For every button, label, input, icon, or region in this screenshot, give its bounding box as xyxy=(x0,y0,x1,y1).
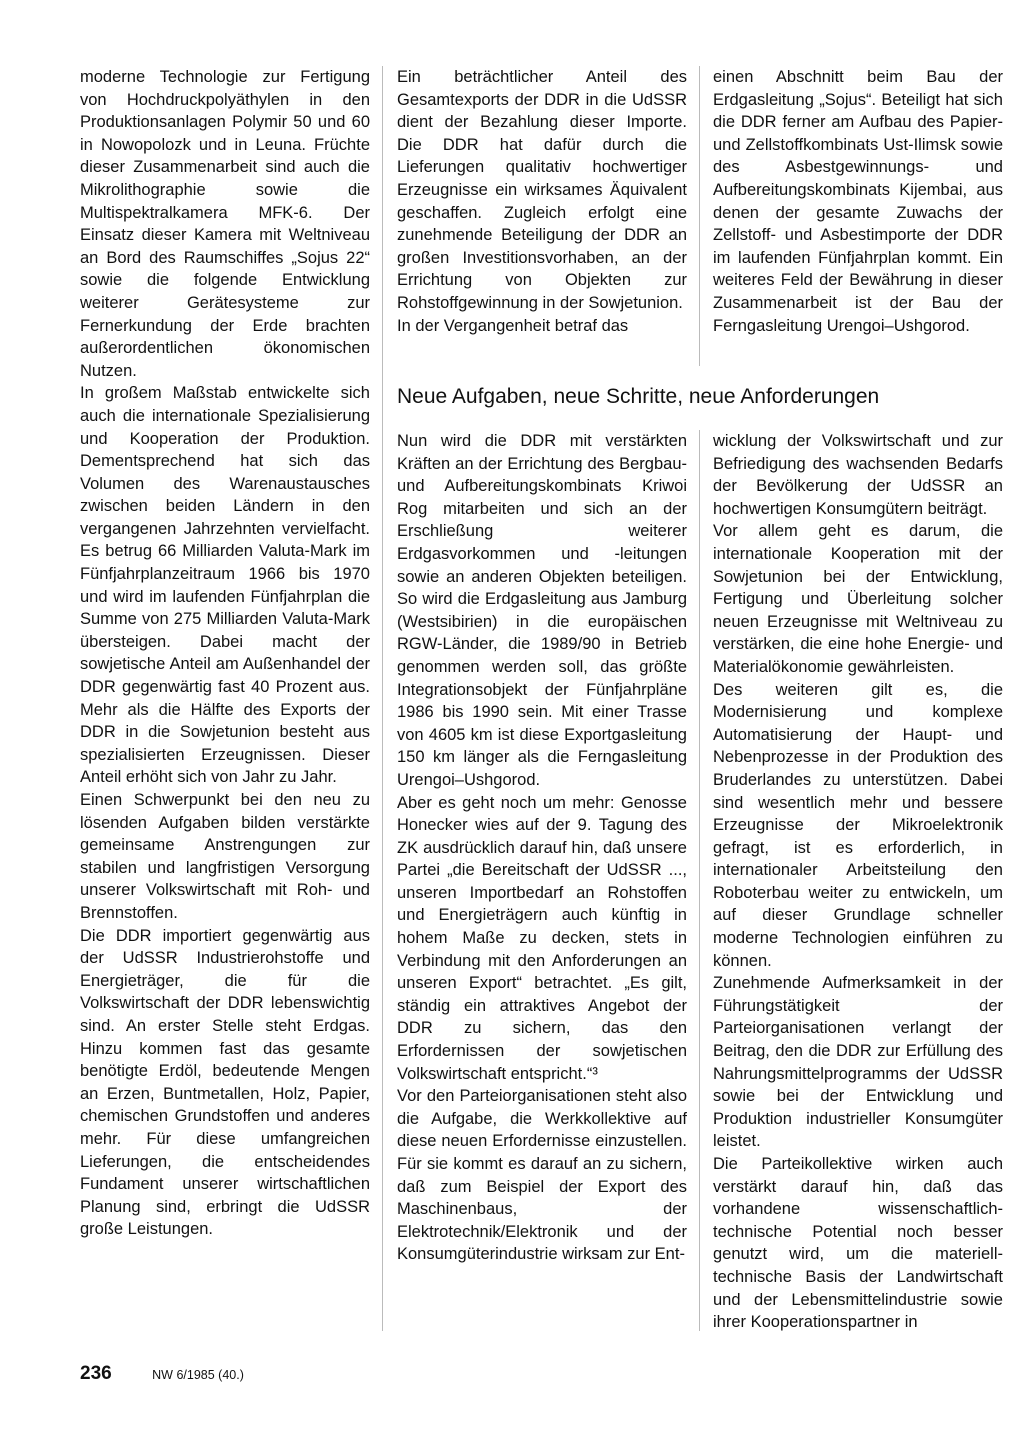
paragraph: Vor allem geht es darum, die internationale Kooperation mit der Sowjetunion bei der Entwicklung, Fertigung und Überleitung solcher neuen Erzeugnisse mit Weltniveau zu verstärken, die eine hohe Energie- und Materialökonomie gewährleisten. xyxy=(713,522,1003,676)
paragraph: Des weiteren gilt es, die Modernisierung und komplexe Automatisierung der Haupt- und Nebenprozesse in der Produktion des Bruderlandes zu unterstützen. Dabei sind wesentlich mehr und bessere Erzeugnisse der Mikroelektronik gefragt, ist es erforderlich, in internationaler Arbeitsteilung den Roboterbau weiter zu entwickeln, um auf dieser Grundlage schneller moderne Technologien einführen zu können. xyxy=(713,680,1003,970)
paragraph: Zunehmende Aufmerksamkeit in der Führungstätigkeit der Parteiorganisationen verlangt der Beitrag, den die DDR zur Erfüllung des Nahrungsmittelprogramms der UdSSR sowie bei der Entwicklung und Produktion industrieller Konsumgüter leistet. xyxy=(713,974,1003,1151)
paragraph: Nun wird die DDR mit verstärkten Kräften an der Errichtung des Bergbau- und Aufbereitungskombinats Kriwoi Rog mitarbeiten und sich an der Erschließung weiterer Erdgasvorkommen und -leitungen sowie an anderen Objekten beteiligen. So wird die Erdgasleitung aus Jamburg (Westsibirien) in die europäischen RGW-Länder, die 1989/90 in Betrieb genommen werden soll, das größte Integrationsobjekt der Fünfjahrpläne 1986 bis 1990 sein. Mit einer Trasse von 4605 km ist diese Exportgasleitung 150 km länger als die Ferngasleitung Urengoi–Ushgorod. xyxy=(397,432,687,789)
paragraph: Die Parteikollektive wirken auch verstärkt darauf hin, daß das vorhandene wissenschaftlich-technische Potential noch besser genutzt wird, um die materiell-technische Basis der Landwirtschaft und der Lebensmittelindustrie sowie ihrer Kooperationspartner in xyxy=(713,1155,1003,1332)
column-middle-bottom xyxy=(397,430,687,1266)
column-right-bottom xyxy=(713,430,1003,1334)
paragraph: Aber es geht noch um mehr: Genosse Honecker wies auf der 9. Tagung des ZK ausdrücklich darauf hin, daß unsere Partei „die Bereitschaft der UdSSR ..., unseren Importbedarf an Rohstoffen und Energieträgern auch künftig in hohem Maße zu decken, stets in Verbindung mit den Anforderungen an unseren Export“ betrachtet. „Es gilt, ständig ein attraktives Angebot der DDR zu sichern, das den Erfordernissen der sowjetischen Volkswirtschaft entspricht.“³ xyxy=(397,793,687,1083)
paragraph: In großem Maßstab entwickelte sich auch die internationale Spezialisierung und Kooperation der Produktion. Dementsprechend hat sich das Volumen des Warenaustausches zwischen beiden Ländern in den vergangenen Jahrzehnten vervielfacht. Es betrug 66 Milliarden Valuta-Mark im Fünfjahrplanzeitraum 1966 bis 1970 und wird im laufenden Fünfjahrplan die Summe von 275 Milliarden Valuta-Mark übersteigen. Dabei macht der sowjetische Anteil am Außenhandel der DDR gegenwärtig fast 40 Prozent aus. Mehr als die Hälfte des Exports der DDR in die Sowjetunion besteht aus spezialisierten Erzeugnissen. Dieser Anteil erhöht sich von Jahr zu Jahr. xyxy=(80,384,370,787)
paragraph: einen Abschnitt beim Bau der Erdgasleitung „Sojus“. Beteiligt hat sich die DDR ferner am Aufbau des Papier- und Zellstoffkombinats Ust-Ilimsk sowie des Asbestgewinnungs- und Aufbereitungskombinats Kijembai, aus denen der gesamte Zuwachs der Zellstoff- und Asbestimporte der DDR im laufenden Fünfjahrplan kommt. Ein weiteres Feld der Bewährung in dieser Zusammenarbeit ist der Bau der Ferngasleitung Urengoi–Ushgorod. xyxy=(713,68,1003,335)
paragraph: wicklung der Volkswirtschaft und zur Befriedigung des wachsenden Bedarfs der Bevölkerung der UdSSR an hochwertigen Konsumgütern beiträgt. xyxy=(713,432,1003,518)
column-left xyxy=(80,66,370,1241)
paragraph: Einen Schwerpunkt bei den neu zu lösenden Aufgaben bilden verstärkte gemeinsame Anstrengungen zur stabilen und langfristigen Versorgung unserer Volkswirtschaft mit Roh- und Brennstoffen. xyxy=(80,791,370,922)
paragraph: Die DDR importiert gegenwärtig aus der UdSSR Industrierohstoffe und Energieträger, die für die Volkswirtschaft der DDR lebenswichtig sind. An erster Stelle steht Erdgas. Hinzu kommen fast das gesamte benötigte Erdöl, bedeutende Mengen an Erzen, Buntmetallen, Holz, Papier, chemischen Grundstoffen und anderes mehr. Für diese umfangreichen Lieferungen, die entscheidendes Fundament unserer wirtschaftlichen Planung sind, erbringt die UdSSR große Leistungen. xyxy=(80,926,370,1239)
column-right-top xyxy=(713,66,1003,337)
paragraph: Ein beträchtlicher Anteil des Gesamtexports der DDR in die UdSSR dient der Bezahlung dieser Importe. Die DDR hat dafür durch die Lieferungen qualitativ hochwertiger Erzeugnisse ein wirksames Äquivalent geschaffen. Zugleich erfolgt eine zunehmende Beteiligung der DDR an großen Investitionsvorhaben, an der Errichtung von Objekten zur Rohstoffgewinnung in der Sowjetunion. xyxy=(397,68,687,312)
column-rule xyxy=(699,66,700,366)
page-footer xyxy=(80,1364,244,1385)
paragraph: moderne Technologie zur Fertigung von Hochdruckpolyäthylen in den Produktionsanlagen Polymir 50 und 60 in Nowopolozk und in Leuna. Früchte dieser Zusammenarbeit sind auch die Mikrolithographie sowie die Multispektralkamera MFK-6. Der Einsatz dieser Kamera mit Weltniveau an Bord des Raumschiffes „Sojus 22“ sowie die folgende Entwicklung weiterer Gerätesysteme zur Fernerkundung der Erde brachten außerordentlichen ökonomischen Nutzen. xyxy=(80,68,370,380)
issue-reference: NW 6/1985 (40.) xyxy=(152,1368,244,1382)
column-rule xyxy=(382,66,383,1331)
section-heading: Neue Aufgaben, neue Schritte, neue Anforderungen xyxy=(397,385,880,408)
paragraph: In der Vergangenheit betraf das xyxy=(397,316,629,335)
column-rule xyxy=(699,430,700,1331)
paragraph: Vor den Parteiorganisationen steht also die Aufgabe, die Werkkollektive auf diese neuen Erfordernisse einzustellen. Für sie kommt es darauf an zu sichern, daß zum Beispiel der Export des Maschinenbaus, der Elektrotechnik/Elektronik und der Konsumgüterindustrie wirksam zur Ent- xyxy=(397,1087,687,1264)
column-middle-top xyxy=(397,66,687,337)
page-number: 236 xyxy=(80,1363,112,1384)
